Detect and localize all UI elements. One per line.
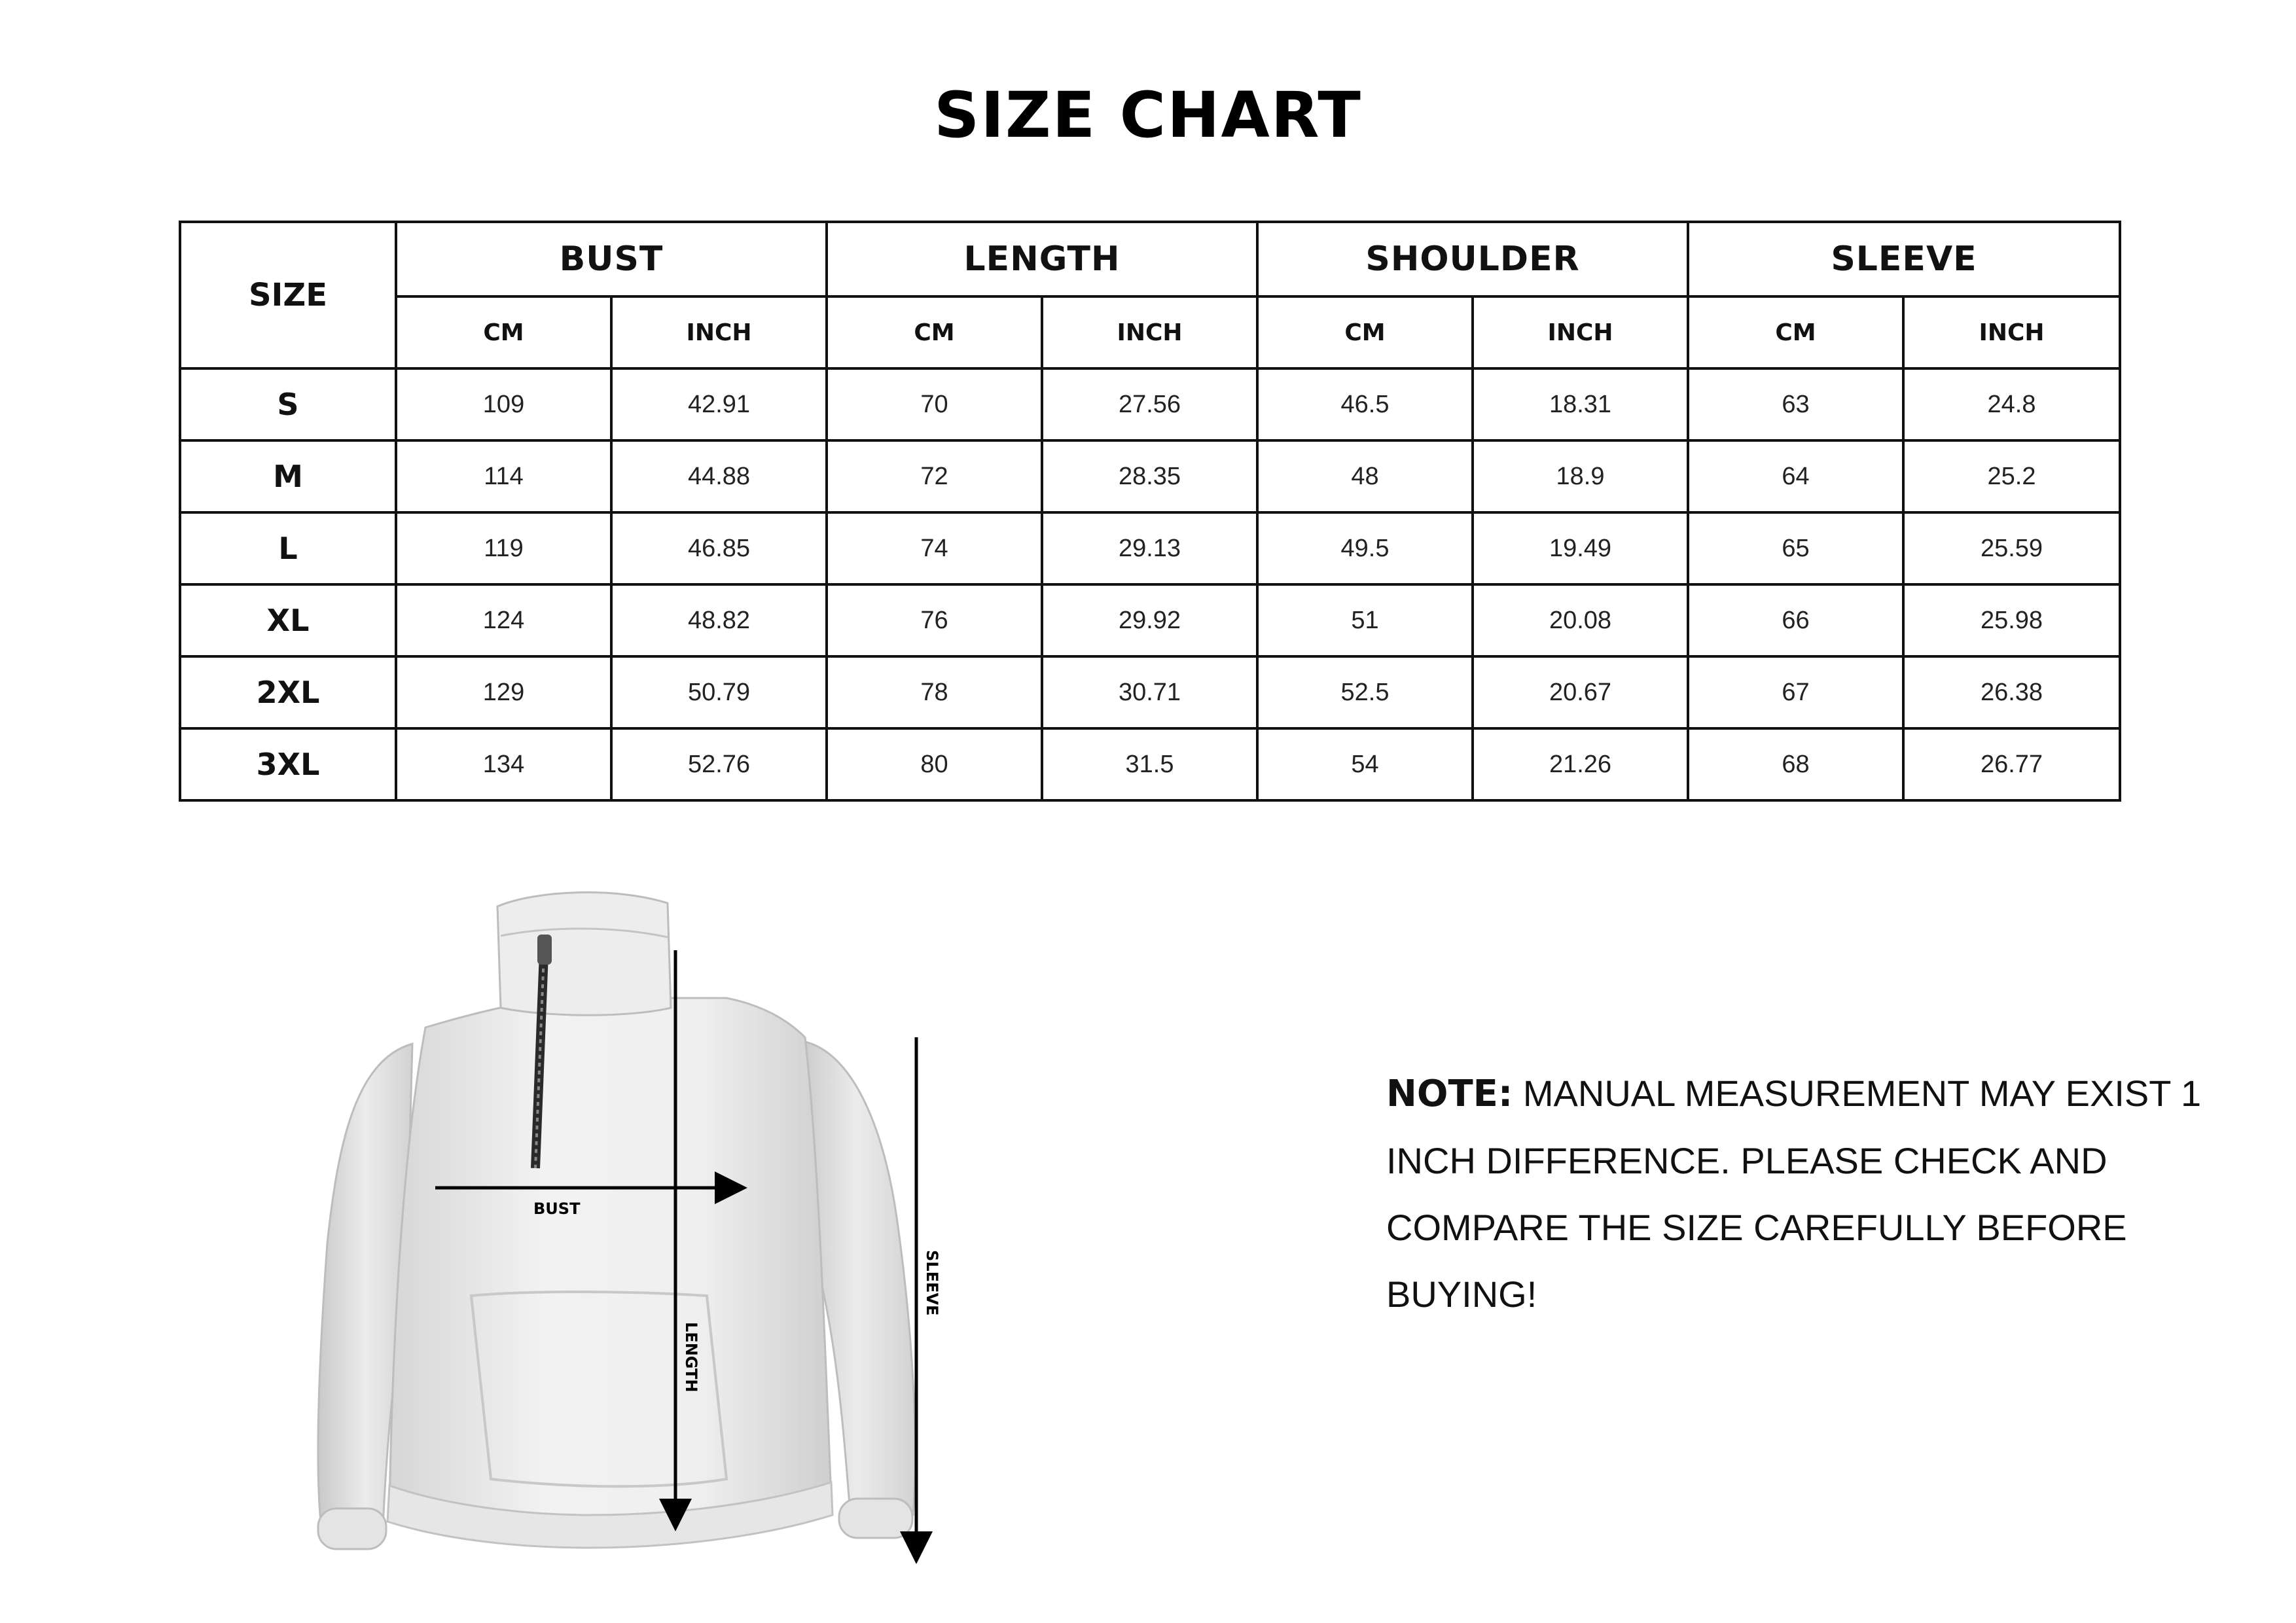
measurement-cell: 18.31 [1473,368,1688,440]
measurement-cell: 63 [1688,368,1903,440]
collar [497,893,671,1016]
zipper-pull [537,935,552,965]
note-label: NOTE: [1386,1073,1513,1115]
unit-inch-header: INCH [611,296,827,368]
measurement-cell: 70 [827,368,1042,440]
size-cell: S [180,368,396,440]
table-row [180,656,2120,728]
sleeve-label: SLEEVE [923,1250,941,1316]
measurement-cell: 25.59 [1903,512,2120,584]
measurement-cell: 46.85 [611,512,827,584]
note-text [1386,1060,2250,1328]
table-body [180,368,2120,800]
length-header: LENGTH [827,222,1257,296]
unit-inch-header: INCH [1042,296,1257,368]
measurement-cell: 20.08 [1473,584,1688,656]
measurement-cell: 64 [1688,440,1903,512]
measurement-cell: 30.71 [1042,656,1257,728]
unit-header-row [180,296,2120,368]
measurement-cell: 48 [1257,440,1473,512]
measurement-cell: 76 [827,584,1042,656]
group-header-row [180,222,2120,296]
measurement-cell: 18.9 [1473,440,1688,512]
right-cuff [839,1499,912,1538]
measurement-cell: 29.92 [1042,584,1257,656]
measurement-cell: 119 [396,512,611,584]
table-row [180,512,2120,584]
table-row [180,368,2120,440]
length-label: LENGTH [682,1322,700,1393]
size-cell: XL [180,584,396,656]
sleeve-header: SLEEVE [1688,222,2120,296]
measurement-cell: 78 [827,656,1042,728]
size-table [179,221,2121,802]
measurement-cell: 67 [1688,656,1903,728]
measurement-cell: 48.82 [611,584,827,656]
measurement-cell: 80 [827,728,1042,800]
measurement-cell: 68 [1688,728,1903,800]
bust-header: BUST [396,222,827,296]
measurement-cell: 109 [396,368,611,440]
measurement-cell: 21.26 [1473,728,1688,800]
measurement-cell: 134 [396,728,611,800]
measurement-cell: 52.76 [611,728,827,800]
measurement-cell: 24.8 [1903,368,2120,440]
size-column-header: SIZE [180,222,396,368]
unit-cm-header: CM [396,296,611,368]
measurement-cell: 25.2 [1903,440,2120,512]
measurement-cell: 51 [1257,584,1473,656]
measurement-cell: 114 [396,440,611,512]
measurement-cell: 26.38 [1903,656,2120,728]
unit-inch-header: INCH [1473,296,1688,368]
measurement-cell: 65 [1688,512,1903,584]
shoulder-header: SHOULDER [1257,222,1688,296]
unit-cm-header: CM [1257,296,1473,368]
measurement-cell: 124 [396,584,611,656]
size-cell: 3XL [180,728,396,800]
left-cuff [318,1508,386,1549]
measurement-cell: 26.77 [1903,728,2120,800]
measurement-cell: 129 [396,656,611,728]
table-row [180,728,2120,800]
measurement-cell: 52.5 [1257,656,1473,728]
measurement-cell: 42.91 [611,368,827,440]
measurement-cell: 28.35 [1042,440,1257,512]
size-cell: M [180,440,396,512]
measurement-cell: 29.13 [1042,512,1257,584]
sweatshirt-diagram [275,877,1008,1584]
measurement-cell: 25.98 [1903,584,2120,656]
unit-inch-header: INCH [1903,296,2120,368]
measurement-cell: 54 [1257,728,1473,800]
unit-cm-header: CM [1688,296,1903,368]
measurement-cell: 72 [827,440,1042,512]
page-title: SIZE CHART [934,79,1362,152]
measurement-cell: 19.49 [1473,512,1688,584]
size-cell: 2XL [180,656,396,728]
note-body: MANUAL MEASUREMENT MAY EXIST 1 INCH DIFFERENCE. PLEASE CHECK AND COMPARE THE SIZE CAREFULLY BEFORE BUYING! [1386,1073,2202,1315]
sweatshirt-body [389,998,831,1535]
measurement-cell: 44.88 [611,440,827,512]
size-cell: L [180,512,396,584]
table-row [180,440,2120,512]
measurement-cell: 66 [1688,584,1903,656]
measurement-cell: 46.5 [1257,368,1473,440]
measurement-cell: 31.5 [1042,728,1257,800]
measurement-cell: 49.5 [1257,512,1473,584]
unit-cm-header: CM [827,296,1042,368]
measurement-cell: 20.67 [1473,656,1688,728]
measurement-cell: 27.56 [1042,368,1257,440]
measurement-cell: 74 [827,512,1042,584]
measurement-cell: 50.79 [611,656,827,728]
bust-label: BUST [533,1200,581,1218]
table-row [180,584,2120,656]
